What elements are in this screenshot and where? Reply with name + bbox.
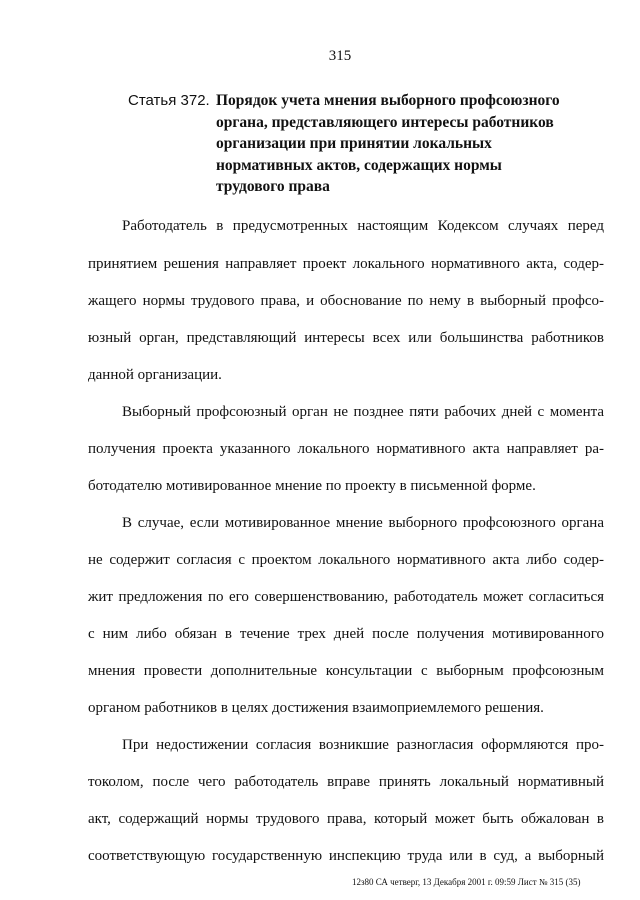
paragraph-4-line-3: акт, содержащий нормы трудового права, который может быть обжалован в	[88, 811, 604, 827]
paragraph-3-line-6: органом работников в целях достижения взаимоприемлемого решения.	[88, 700, 544, 716]
paragraph-2-line-2: получения проекта указанного локального нормативного акта направляет ра-	[88, 441, 604, 457]
paragraph-4-line-4: соответствующую государственную инспекцию труда или в суд, а выборный	[88, 848, 604, 864]
paragraph-2-line-3: ботодателю мотивированное мнение по проекту в письменной форме.	[88, 478, 536, 494]
paragraph-3-line-4: с ним либо обязан в течение трех дней после получения мотивированного	[88, 626, 604, 642]
paragraph-3-line-3: жит предложения по его совершенствованию, работодатель может согласиться	[88, 589, 604, 605]
article-title	[216, 90, 596, 198]
paragraph-3-line-2: не содержит согласия с проектом локального нормативного акта либо содер-	[88, 552, 604, 568]
paragraph-1-line-2: принятием решения направляет проект локального нормативного акта, содер-	[88, 256, 604, 272]
paragraph-4-line-1: При недостижении согласия возникшие разногласия оформляются про-	[122, 737, 604, 753]
paragraph-4-line-2: токолом, после чего работодатель вправе принять локальный нормативный	[88, 774, 604, 790]
article-title-line: органа, представляющего интересы работников	[216, 113, 554, 131]
paragraph-1-line-4: юзный орган, представляющий интересы всех или большинства работников	[88, 330, 604, 346]
paragraph-3-line-1: В случае, если мотивированное мнение выборного профсоюзного органа	[122, 515, 604, 531]
print-footer: 12з80 СА четверг, 13 Декабря 2001 г. 09:59 Лист № 315 (35)	[352, 877, 581, 887]
paragraph-2-line-1: Выборный профсоюзный орган не позднее пяти рабочих дней с момента	[122, 404, 604, 420]
article-title-line: Порядок учета мнения выборного профсоюзного	[216, 92, 560, 109]
article-label: Статья 372.	[128, 92, 210, 109]
article-title-line: нормативных актов, содержащих нормы	[216, 156, 502, 174]
article-title-line: организации при принятии локальных	[216, 135, 492, 152]
paragraph-1-line-1: Работодатель в предусмотренных настоящим Кодексом случаях перед	[122, 218, 604, 234]
page-number: 315	[328, 48, 352, 64]
article-title-line: трудового права	[216, 178, 330, 195]
paragraph-1-line-5: данной организации.	[88, 367, 222, 383]
paragraph-3-line-5: мнения провести дополнительные консультации с выборным профсоюзным	[88, 663, 604, 679]
paragraph-1-line-3: жащего нормы трудового права, и обоснование по нему в выборный профсо-	[88, 293, 604, 309]
